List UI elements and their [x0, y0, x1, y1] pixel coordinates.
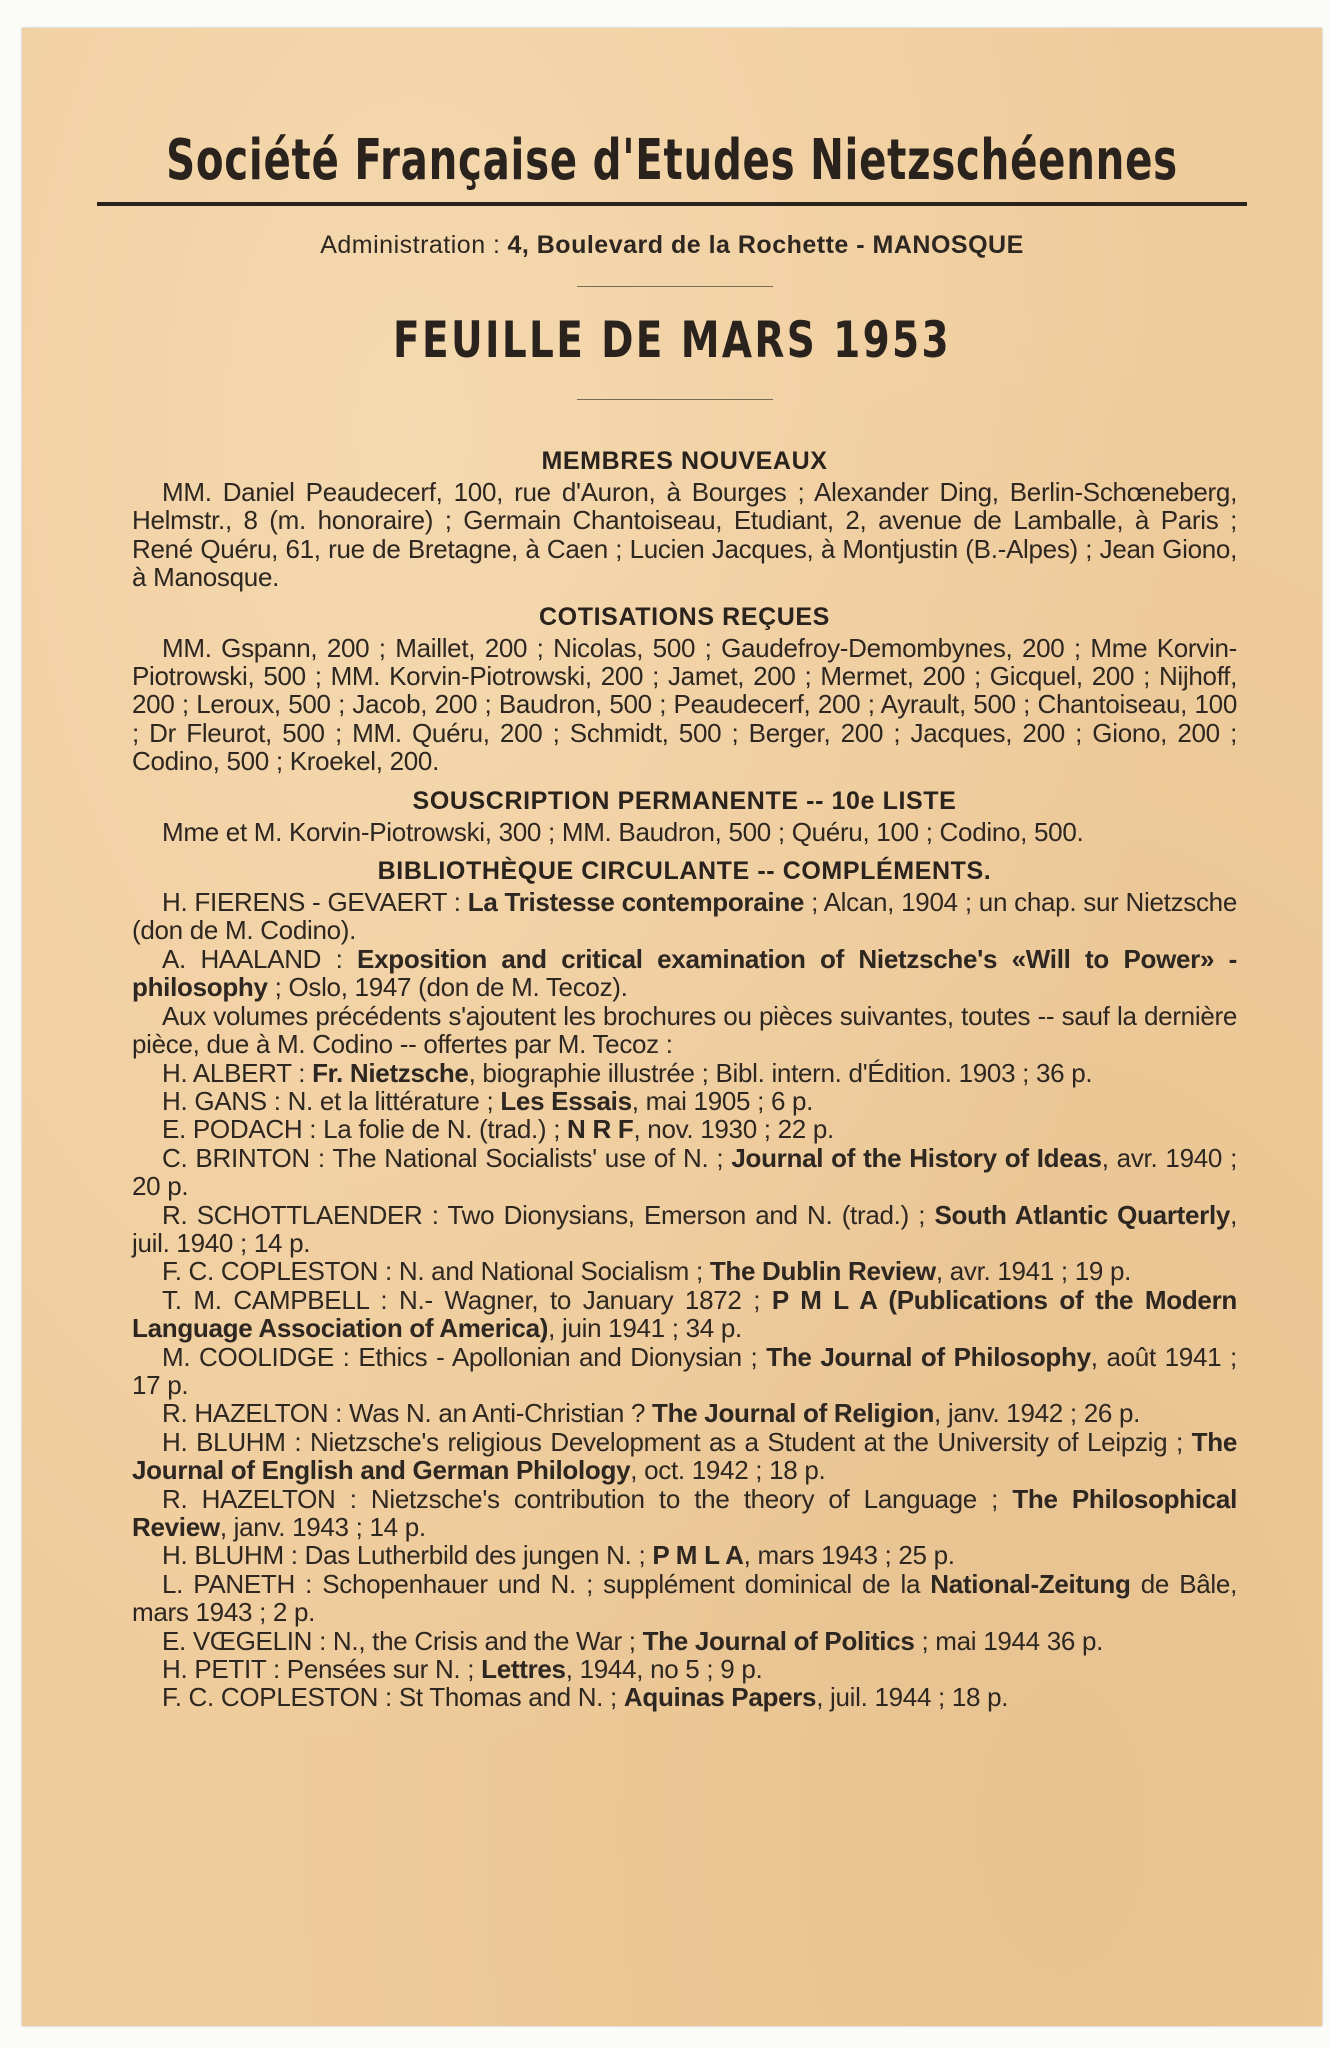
entry-title-bold: South Atlantic Quarterly	[934, 1199, 1231, 1230]
entry-paragraph	[132, 1343, 1237, 1400]
entry-text: MM. Daniel Peaudecerf, 100, rue d'Auron, à Bourges ; Alexander Ding, Berlin-Schœneberg, Helmstr., 8 (m. honoraire) ; Germain Chantoiseau, Etudiant, 2, avenue de Lamballe, à Paris ; René Quéru, 61, rue de Bretagne, à Caen ; Lucien Jacques, à Montjustin (B.-Alpes) ; Jean Giono, à Manosque.	[132, 477, 1237, 593]
entry-text: R. HAZELTON : Nietzsche's contribution to the theory of Language ;	[162, 1483, 1013, 1514]
entry-text: R. SCHOTTLAENDER : Two Dionysians, Emerson and N. (trad.) ;	[162, 1199, 935, 1230]
entry-text: MM. Gspann, 200 ; Maillet, 200 ; Nicolas, 500 ; Gaudefroy-Demombynes, 200 ; Mme Korvin-Piotrowski, 500 ; MM. Korvin-Piotrowski, 200 ; Jamet, 200 ; Mermet, 200 ; Gicquel, 200 ; Nijhoff, 200 ; Leroux, 500 ; Jacob, 200 ; Baudron, 500 ; Peaudecerf, 200 ; Ayrault, 500 ; Chantoiseau, 100 ; Dr Fleurot, 500 ; MM. Quéru, 200 ; Schmidt, 500 ; Berger, 200 ; Jacques, 200 ; Giono, 200 ; Codino, 500 ; Kroekel, 200.	[132, 632, 1237, 777]
entry-paragraph	[132, 945, 1237, 1002]
entry-title-bold: The Journal of Religion	[652, 1398, 935, 1429]
entry-title-bold: Journal of the History of Ideas	[731, 1142, 1102, 1173]
entry-paragraph	[132, 1655, 1237, 1683]
entry-text: , nov. 1930 ; 22 p.	[633, 1114, 834, 1145]
administration-line	[22, 230, 1322, 260]
entry-title-bold: The Dublin Review	[709, 1256, 936, 1287]
section-heading: SOUSCRIPTION PERMANENTE -- 10e LISTE	[412, 786, 957, 815]
entry-text: L. PANETH : Schopenhauer und N. ; supplément dominical de la	[162, 1568, 931, 1599]
entry-text: H. BLUHM : Nietzsche's religious Development as a Student at the University of Leipzig ;	[162, 1426, 1192, 1457]
entry-text: M. COOLIDGE : Ethics - Apollonian and Dionysian ;	[162, 1341, 767, 1372]
entry-text: C. BRINTON : The National Socialists' use of N. ;	[162, 1142, 732, 1173]
entry-text: , 1944, no 5 ; 9 p.	[565, 1654, 763, 1685]
administration-label: Administration :	[320, 231, 501, 259]
society-title: Société Française d'Etudes Nietzschéennes	[166, 128, 1178, 193]
entry-text: , biographie illustrée ; Bibl. intern. d'Édition. 1903 ; 36 p.	[468, 1057, 1093, 1088]
entry-title-bold: The Journal of Philosophy	[766, 1341, 1091, 1372]
entry-paragraph	[132, 1002, 1237, 1059]
entry-title-bold: The Journal of Politics	[642, 1625, 915, 1656]
section-heading: COTISATIONS REÇUES	[539, 602, 830, 631]
entry-text: T. M. CAMPBELL : N.- Wagner, to January 1872 ;	[162, 1284, 772, 1315]
entry-text: , mars 1943 ; 25 p.	[743, 1540, 955, 1571]
issue-title: FEUILLE DE MARS 1953	[392, 311, 952, 369]
entry-paragraph	[132, 1201, 1237, 1258]
entry-text: , juil. 1940 ; 14 p.	[132, 1199, 1238, 1258]
entry-text: H. GANS : N. et la littérature ;	[162, 1085, 501, 1116]
entry-paragraph	[132, 1399, 1237, 1427]
entry-title-bold: P M L A	[652, 1540, 744, 1571]
entry-title-bold: Fr. Nietzsche	[312, 1057, 469, 1088]
entry-text: H. ALBERT :	[162, 1057, 313, 1088]
entry-paragraph	[132, 1541, 1237, 1569]
administration-address: 4, Boulevard de la Rochette - MANOSQUE	[507, 231, 1024, 259]
entry-paragraph	[132, 1627, 1237, 1655]
entry-paragraph	[132, 888, 1237, 945]
entry-title-bold: Exposition and critical examination of Nietzsche's «Will to Power» - philosophy	[132, 943, 1237, 1003]
entry-text: Aux volumes précédents s'ajoutent les brochures ou pièces suivantes, toutes -- sauf la dernière pièce, due à M. Codino -- offertes par M. Tecoz :	[132, 1000, 1237, 1060]
entry-text: R. HAZELTON : Was N. an Anti-Christian ?	[162, 1398, 653, 1429]
entry-paragraph	[132, 1570, 1237, 1627]
entry-title-bold: La Tristesse contemporaine	[467, 887, 805, 918]
entry-text: F. C. COPLESTON : N. and National Socialism ;	[162, 1256, 710, 1287]
entry-paragraph	[132, 1286, 1237, 1343]
entry-text: E. VŒGELIN : N., the Crisis and the War ;	[162, 1625, 643, 1656]
section-heading: MEMBRES NOUVEAUX	[541, 447, 828, 475]
entry-text: F. C. COPLESTON : St Thomas and N. ;	[162, 1682, 624, 1713]
entry-paragraph	[132, 1683, 1237, 1711]
entry-text: E. PODACH : La folie de N. (trad.) ;	[162, 1114, 568, 1145]
entry-text: ; mai 1944 36 p.	[914, 1625, 1104, 1656]
entry-text: , juin 1941 ; 34 p.	[548, 1313, 742, 1344]
entry-paragraph	[132, 1428, 1237, 1485]
entry-paragraph	[132, 818, 1237, 846]
entry-paragraph	[132, 1087, 1237, 1115]
entry-text: , juil. 1944 ; 18 p.	[816, 1682, 1009, 1713]
entry-text: , oct. 1942 ; 18 p.	[630, 1455, 826, 1486]
title-rule	[97, 202, 1247, 206]
entry-text: , août 1941 ; 17 p.	[132, 1341, 1237, 1400]
entry-paragraph	[132, 1115, 1237, 1143]
entry-text: , avr. 1941 ; 19 p.	[935, 1256, 1132, 1287]
entry-title-bold: The Journal of English and German Philology	[132, 1426, 1237, 1486]
entry-text: , janv. 1942 ; 26 p.	[934, 1398, 1141, 1429]
entry-text: H. FIERENS - GEVAERT :	[162, 887, 468, 918]
entry-text: , avr. 1940 ; 20 p.	[132, 1142, 1238, 1202]
entry-text: H. BLUHM : Das Lutherbild des jungen N. ;	[162, 1540, 653, 1571]
entry-text: Mme et M. Korvin-Piotrowski, 300 ; MM. Baudron, 500 ; Quéru, 100 ; Codino, 500.	[162, 816, 1084, 847]
entry-paragraph	[132, 478, 1237, 592]
entry-title-bold: Lettres	[481, 1654, 566, 1685]
entry-paragraph	[132, 1059, 1237, 1087]
entry-text: A. HAALAND :	[162, 943, 358, 974]
entry-title-bold: Les Essais	[500, 1085, 632, 1116]
entry-text: H. PETIT : Pensées sur N. ;	[162, 1654, 482, 1685]
entry-paragraph	[132, 1257, 1237, 1285]
section-heading: BIBLIOTHÈQUE CIRCULANTE -- COMPLÉMENTS.	[377, 857, 992, 886]
entry-title-bold: National-Zeitung	[930, 1568, 1131, 1599]
entry-paragraph	[132, 1485, 1237, 1542]
entry-text: de Bâle, mars 1943 ; 2 p.	[132, 1568, 1237, 1628]
entry-text: , janv. 1943 ; 14 p.	[219, 1512, 426, 1542]
document-body	[132, 436, 1237, 1712]
entry-text: ; Alcan, 1904 ; un chap. sur Nietzsche (don de M. Codino).	[132, 887, 1237, 946]
entry-paragraph	[132, 1144, 1237, 1201]
entry-title-bold: Aquinas Papers	[623, 1682, 817, 1713]
entry-text: ; Oslo, 1947 (don de M. Tecoz).	[267, 972, 628, 1003]
divider	[577, 286, 773, 287]
entry-title-bold: P M L A (Publications of the Modern Language Association of America)	[132, 1284, 1237, 1344]
entry-paragraph	[132, 634, 1237, 776]
entry-text: , mai 1905 ; 6 p.	[631, 1085, 814, 1116]
document-page	[22, 28, 1322, 2026]
entry-title-bold: The Philosophical Review	[132, 1483, 1237, 1542]
divider	[577, 399, 773, 400]
entry-title-bold: N R F	[567, 1114, 634, 1145]
